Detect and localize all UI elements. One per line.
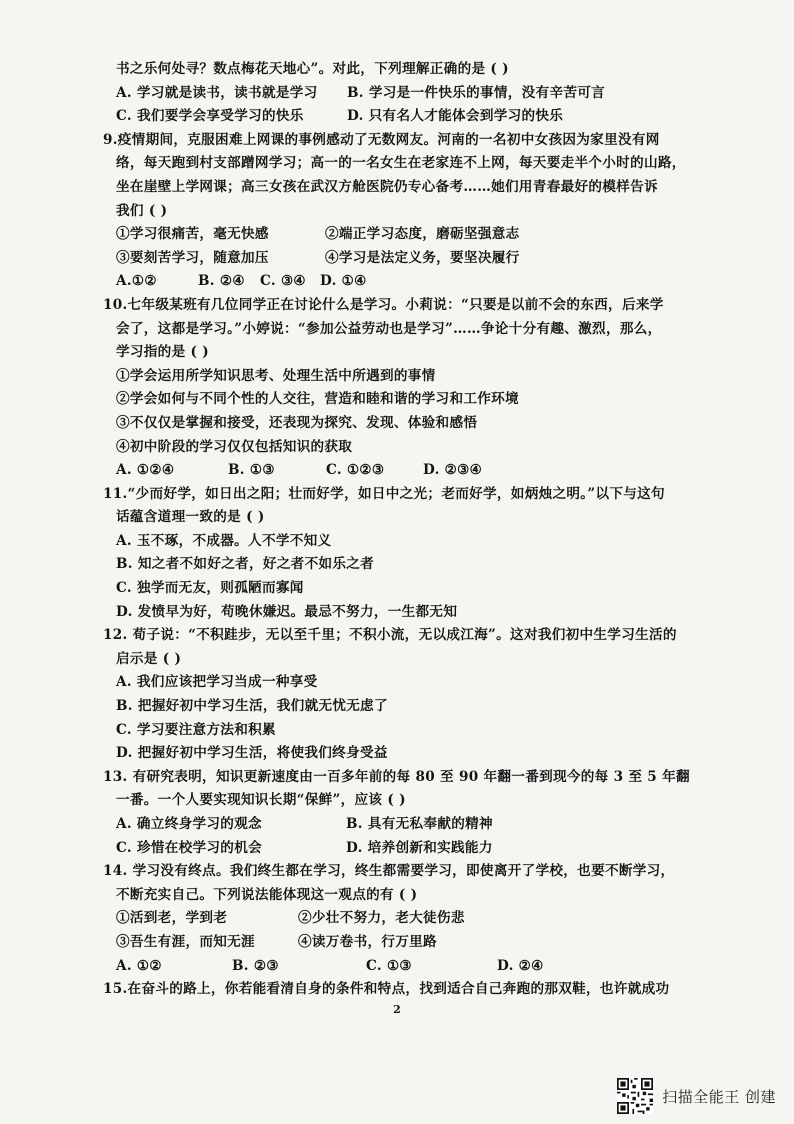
text-line (0, 223, 794, 247)
page-number: 2 (393, 1003, 401, 1016)
text-line (0, 577, 794, 601)
text-segment: D. 把握好初中学习生活，将使我们终身受益 (116, 745, 388, 762)
text-segment: D. ①④ (320, 273, 367, 290)
scanner-watermark (617, 1078, 776, 1114)
text-segment: C. 我们要学会享受学习的快乐 (116, 108, 304, 125)
text-segment: A. 我们应该把学习当成一种享受 (116, 674, 318, 691)
text-segment: A.①② (116, 273, 157, 290)
text-segment: ③要刻苦学习，随意加压 (116, 249, 269, 266)
text-line (0, 813, 794, 837)
text-segment: ④读万卷书，行万里路 (298, 933, 437, 950)
text-segment: A. 确立终身学习的观念 (116, 816, 262, 832)
text-line (0, 294, 794, 318)
text-segment: ②端正学习态度，磨砺坚强意志 (325, 226, 520, 243)
text-segment: 13. 有研究表明，知识更新速度由一百多年前的每 80 至 90 年翻一番到现今的每 3 至 5 年翻 (103, 768, 690, 785)
text-segment: 话蕴含道理一致的是 ( ) (116, 509, 265, 526)
text-line (0, 955, 794, 979)
text-line (0, 247, 794, 271)
text-segment: C. 学习要注意方法和积累 (116, 721, 276, 738)
text-segment: B. ①③ (228, 462, 275, 479)
text-line (0, 601, 794, 625)
text-segment: 10.七年级某班有几位同学正在讨论什么是学习。小莉说：“只要是以前不会的东西，后来学 (103, 296, 664, 313)
text-segment: 15.在奋斗的路上，你若能看清自身的条件和特点，找到适合自己奔跑的那双鞋，也许就成功 (103, 981, 670, 998)
text-line (0, 766, 794, 790)
text-line (0, 176, 794, 200)
text-line (0, 719, 794, 743)
text-segment: ①活到老，学到老 (116, 910, 228, 927)
text-segment: B. ②④ (198, 273, 245, 290)
qr-code-icon (617, 1078, 653, 1114)
text-line (0, 648, 794, 672)
text-line (0, 365, 794, 389)
text-segment: D. 只有名人才能体会到学习的快乐 (347, 108, 564, 125)
text-segment: B. 知之者不如好之者，好之者不如乐之者 (116, 556, 375, 573)
text-segment: 会了，这都是学习。”小婷说：“参加公益劳动也是学习”……争论十分有趣、激烈，那么， (116, 320, 662, 337)
text-segment: 络，每天跑到村支部蹭网学习；高一的一名女生在老家连不上网，每天要走半个小时的山路， (116, 155, 686, 172)
text-segment: D. 培养创新和实践能力 (346, 839, 493, 856)
text-line (0, 129, 794, 153)
text-segment: C. 独学而无友，则孤陋而寡闻 (116, 580, 304, 597)
text-line (0, 82, 794, 106)
text-line (0, 742, 794, 766)
text-line (0, 553, 794, 577)
text-line (0, 931, 794, 955)
text-line (0, 978, 794, 1002)
text-line (0, 436, 794, 460)
text-segment: D. ②④ (497, 957, 544, 974)
text-segment: ②学会如何与不同个性的人交往，营造和睦和谐的学习和工作环境 (116, 391, 519, 408)
text-line (0, 671, 794, 695)
text-segment: ①学习很痛苦，毫无快感 (116, 226, 269, 243)
text-segment: ③吾生有涯，而知无涯 (116, 933, 255, 950)
text-segment: 书之乐何处寻？数点梅花天地心”。对此，下列理解正确的是 ( ) (116, 61, 509, 77)
text-line (0, 506, 794, 530)
text-segment: A. 学习就是读书，读书就是学习 (116, 84, 318, 101)
text-segment: A. ①②④ (116, 462, 175, 479)
text-line (0, 200, 794, 224)
text-segment: 14. 学习没有终点。我们终生都在学习，终生都需要学习，即使离开了学校，也要不断学习， (103, 863, 675, 880)
text-segment: 11.“少而好学，如日出之阳；壮而好学，如日中之光；老而好学，如炳烛之明。”以下与这句 (103, 485, 665, 502)
text-segment: C. 珍惜在校学习的机会 (116, 839, 262, 856)
text-segment: 我们 ( ) (116, 202, 168, 219)
text-line (0, 907, 794, 931)
text-segment: C. ①②③ (326, 462, 385, 479)
text-line (0, 789, 794, 813)
text-line (0, 152, 794, 176)
text-segment: ①学会运用所学知识思考、处理生活中所遇到的事情 (116, 367, 436, 384)
text-segment: B. 学习是一件快乐的事情，没有辛苦可言 (347, 84, 606, 101)
text-segment: B. 把握好初中学习生活，我们就无忧无虑了 (116, 698, 388, 715)
text-segment: 坐在崖壁上学网课；高三女孩在武汉方舱医院仍专心备考……她们用青春最好的模样告诉 (116, 178, 658, 195)
text-segment: A. ①② (116, 957, 162, 974)
text-segment: 启示是 ( ) (116, 650, 182, 667)
text-line (0, 270, 794, 294)
text-segment: ④学习是法定义务，要坚决履行 (325, 249, 520, 266)
text-line (0, 530, 794, 554)
text-line (0, 483, 794, 507)
text-segment: B. 具有无私奉献的精神 (346, 816, 493, 832)
text-line (0, 695, 794, 719)
text-segment: 一番。一个人要实现知识长期“保鲜”，应该 ( ) (116, 792, 406, 809)
text-segment: C. ①③ (366, 957, 412, 974)
text-segment: 12. 荀子说：“不积跬步，无以至千里；不积小流，无以成江海”。这对我们初中生学习生活的 (103, 627, 677, 644)
text-segment: A. 玉不琢，不成器。人不学不知义 (116, 532, 332, 549)
text-segment: ④初中阶段的学习仅仅包括知识的获取 (116, 438, 353, 455)
text-segment: 学习指的是 ( ) (116, 344, 209, 361)
text-segment: ②少壮不努力，老大徒伤悲 (298, 910, 465, 927)
text-line (0, 624, 794, 648)
text-segment: D. ②③④ (423, 462, 483, 479)
text-line (0, 105, 794, 129)
text-segment: D. 发愤早为好，苟晚休嫌迟。最忌不努力，一生都无知 (116, 603, 458, 620)
question-body (0, 58, 794, 1002)
text-segment: B. ②③ (232, 957, 279, 974)
text-segment: 9.疫情期间，克服困难上网课的事例感动了无数网友。河南的一名初中女孩因为家里没有网 (103, 131, 660, 148)
text-line (0, 412, 794, 436)
text-segment: 不断充实自己。下列说法能体现这一观点的有 ( ) (116, 886, 418, 903)
text-line (0, 341, 794, 365)
text-line (0, 837, 794, 861)
text-segment: ③不仅仅是掌握和接受，还表现为探究、发现、体验和感悟 (116, 414, 478, 431)
scanner-credit: 扫描全能王 创建 (662, 1087, 776, 1106)
text-line (0, 58, 794, 82)
text-line (0, 388, 794, 412)
text-segment: C. ③④ (260, 273, 306, 290)
text-line (0, 884, 794, 908)
text-line (0, 318, 794, 342)
text-line (0, 459, 794, 483)
text-line (0, 860, 794, 884)
